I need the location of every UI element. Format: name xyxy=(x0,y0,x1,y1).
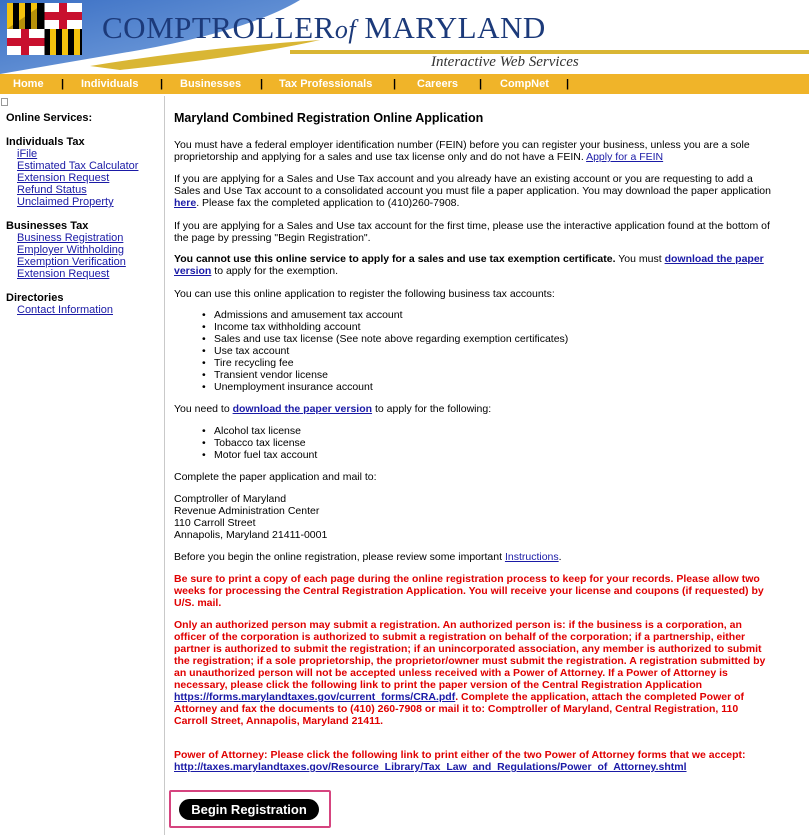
list-item: • Tire recycling fee xyxy=(214,357,568,369)
authorized-person-text: Only an authorized person may submit a registration. An authorized person is: if the business is a corporation, an officer of the corporation is authorized to submit a registration on behalf of the corporation; if a partnership, either partner is authorized to submit the registration; if an unincorporated association, any member is authorized to submit the registration; if a sole proprietorship, the proprietor/owner must submit the registration. A registration submitted by an unauthorized person will not be accepted unless received with a Power of Attorney. If a Power of Attorney is necessary, please click the following link to print the paper version of the Central Registration Application xyxy=(174,619,766,691)
sidebar-link-employer-withholding[interactable]: Employer Withholding xyxy=(17,244,124,256)
fein-paragraph xyxy=(174,139,772,163)
title-part3: MARYLAND xyxy=(364,10,546,45)
exemption-text-a: You must xyxy=(615,253,665,265)
sidebar-businesses-tax-heading: Businesses Tax xyxy=(6,220,89,232)
begin-registration-highlight xyxy=(169,790,331,828)
mailing-address xyxy=(174,493,772,541)
power-of-attorney-paragraph xyxy=(174,749,772,773)
list-item: • Sales and use tax license (See note above regarding exemption certificates) xyxy=(214,333,568,345)
address-line: Revenue Administration Center xyxy=(174,505,320,517)
sidebar-link-contact-information[interactable]: Contact Information xyxy=(17,304,113,316)
fax-text: . Please fax the completed application to (410)260-7908. xyxy=(196,197,460,209)
nav-separator: | xyxy=(566,78,570,90)
instructions-link[interactable]: Instructions xyxy=(504,551,559,563)
power-of-attorney-text: Power of Attorney: Please click the following link to print either of the two Power of Attorney forms that we accept: xyxy=(174,749,746,761)
paper-needed-text-a: You need to xyxy=(174,403,233,415)
site-subtitle: Interactive Web Services xyxy=(431,54,579,70)
address-line: Comptroller of Maryland xyxy=(174,493,287,505)
nav-separator: | xyxy=(479,78,483,90)
sidebar-link-refund-status[interactable]: Refund Status xyxy=(17,184,87,196)
sidebar-link-exemption-verification[interactable]: Exemption Verification xyxy=(17,256,126,268)
sidebar-link-estimated-tax-calculator[interactable]: Estimated Tax Calculator xyxy=(17,160,139,172)
paper-items-list xyxy=(214,425,317,461)
nav-separator: | xyxy=(160,78,164,90)
nav-careers[interactable]: Careers xyxy=(417,78,458,90)
title-of: of xyxy=(334,15,357,44)
instructions-text: Before you begin the online registration, please review some important xyxy=(174,551,505,563)
list-item: • Use tax account xyxy=(214,345,568,357)
paper-needed-text-b: to apply for the following: xyxy=(372,403,492,415)
site-title xyxy=(102,10,546,46)
page-title: Maryland Combined Registration Online Application xyxy=(174,111,484,125)
first-time-paragraph: If you are applying for a Sales and Use tax account for the first time, please use the interactive application found at the bottom of the page by pressing "Begin Registration". xyxy=(174,220,770,244)
existing-account-paragraph xyxy=(174,173,772,209)
begin-registration-button[interactable]: Begin Registration xyxy=(179,799,319,820)
list-item: • Tobacco tax license xyxy=(214,437,317,449)
mail-intro: Complete the paper application and mail to: xyxy=(174,471,377,483)
sidebar-link-unclaimed-property[interactable]: Unclaimed Property xyxy=(17,196,114,208)
list-item: • Income tax withholding account xyxy=(214,321,568,333)
instructions-end: . xyxy=(558,551,562,563)
nav-separator: | xyxy=(61,78,65,90)
accounts-intro: You can use this online application to register the following business tax accounts: xyxy=(174,288,555,300)
top-nav-bar xyxy=(0,74,809,94)
authorized-person-text-b: . Complete the application, attach the completed Power of Attorney and fax the documents to (410) 260-7908 or mail it to: Comptroller of Maryland, Central Registration, 110 Carroll Street, Annapolis, Maryland 21411. xyxy=(174,691,745,727)
sidebar xyxy=(0,96,163,835)
address-line: 110 Carroll Street xyxy=(174,517,256,529)
sidebar-individuals-tax-heading: Individuals Tax xyxy=(6,136,85,148)
online-accounts-list xyxy=(214,309,568,393)
paper-needed-paragraph xyxy=(174,403,772,415)
list-item: • Admissions and amusement tax account xyxy=(214,309,568,321)
sidebar-link-ifile[interactable]: iFile xyxy=(17,148,38,160)
nav-home[interactable]: Home xyxy=(13,78,44,90)
list-item: • Transient vendor license xyxy=(214,369,568,381)
list-item: • Alcohol tax license xyxy=(214,425,317,437)
exemption-paragraph xyxy=(174,253,772,277)
nav-businesses[interactable]: Businesses xyxy=(180,78,242,90)
sidebar-link-extension-request[interactable]: Extension Request xyxy=(17,172,110,184)
nav-individuals[interactable]: Individuals xyxy=(81,78,139,90)
apply-fein-link[interactable]: Apply for a FEIN xyxy=(586,151,664,163)
nav-separator: | xyxy=(260,78,264,90)
fein-text: You must have a federal employer identification number (FEIN) before you can register your business, unless you are a sole proprietorship and applying for a sales and use tax license only and do not have a FEIN. xyxy=(174,139,750,163)
existing-account-text: If you are applying for a Sales and Use Tax account and you already have an existing account or you are requesting to add a Sales and Use Tax account to a consolidated account you must file a paper application. You may download the paper application xyxy=(174,173,771,197)
exemption-warning: You cannot use this online service to apply for a sales and use tax exemption certificate. xyxy=(174,253,616,265)
list-item: • Unemployment insurance account xyxy=(214,381,568,393)
download-paper-version-link-2[interactable]: download the paper version xyxy=(232,403,373,415)
sidebar-link-business-extension-request[interactable]: Extension Request xyxy=(17,268,110,280)
print-copy-warning: Be sure to print a copy of each page during the online registration process to keep for your records. Please allow two weeks for processing the Central Registration Application. You will receive your license and coupons (if requested) by U/S. mail. xyxy=(174,573,764,609)
nav-separator: | xyxy=(393,78,397,90)
address-line: Annapolis, Maryland 21411-0001 xyxy=(174,529,328,541)
authorized-person-warning xyxy=(174,619,772,727)
cra-pdf-link[interactable]: https://forms.marylandtaxes.gov/current_forms/CRA.pdf xyxy=(174,691,456,703)
site-header xyxy=(0,0,809,74)
download-paper-version-link[interactable]: download the paper version xyxy=(174,253,764,277)
paper-application-here-link[interactable]: here xyxy=(174,197,197,209)
instructions-paragraph xyxy=(174,551,772,563)
sidebar-divider xyxy=(164,96,165,835)
sidebar-online-services-heading: Online Services: xyxy=(6,112,93,124)
sidebar-directories-heading: Directories xyxy=(6,292,64,304)
nav-tax-professionals[interactable]: Tax Professionals xyxy=(279,78,373,90)
nav-compnet[interactable]: CompNet xyxy=(500,78,549,90)
title-part2: LLER xyxy=(255,10,335,45)
title-part1: COMPTRO xyxy=(102,10,256,45)
exemption-text-b: to apply for the exemption. xyxy=(211,265,339,277)
maryland-flag-logo xyxy=(7,3,82,55)
power-of-attorney-link[interactable]: http://taxes.marylandtaxes.gov/Resource_Library/Tax_Law_and_Regulations/Power_of_Attorney.shtml xyxy=(174,761,687,773)
list-item: • Motor fuel tax account xyxy=(214,449,317,461)
sidebar-link-business-registration[interactable]: Business Registration xyxy=(17,232,124,244)
